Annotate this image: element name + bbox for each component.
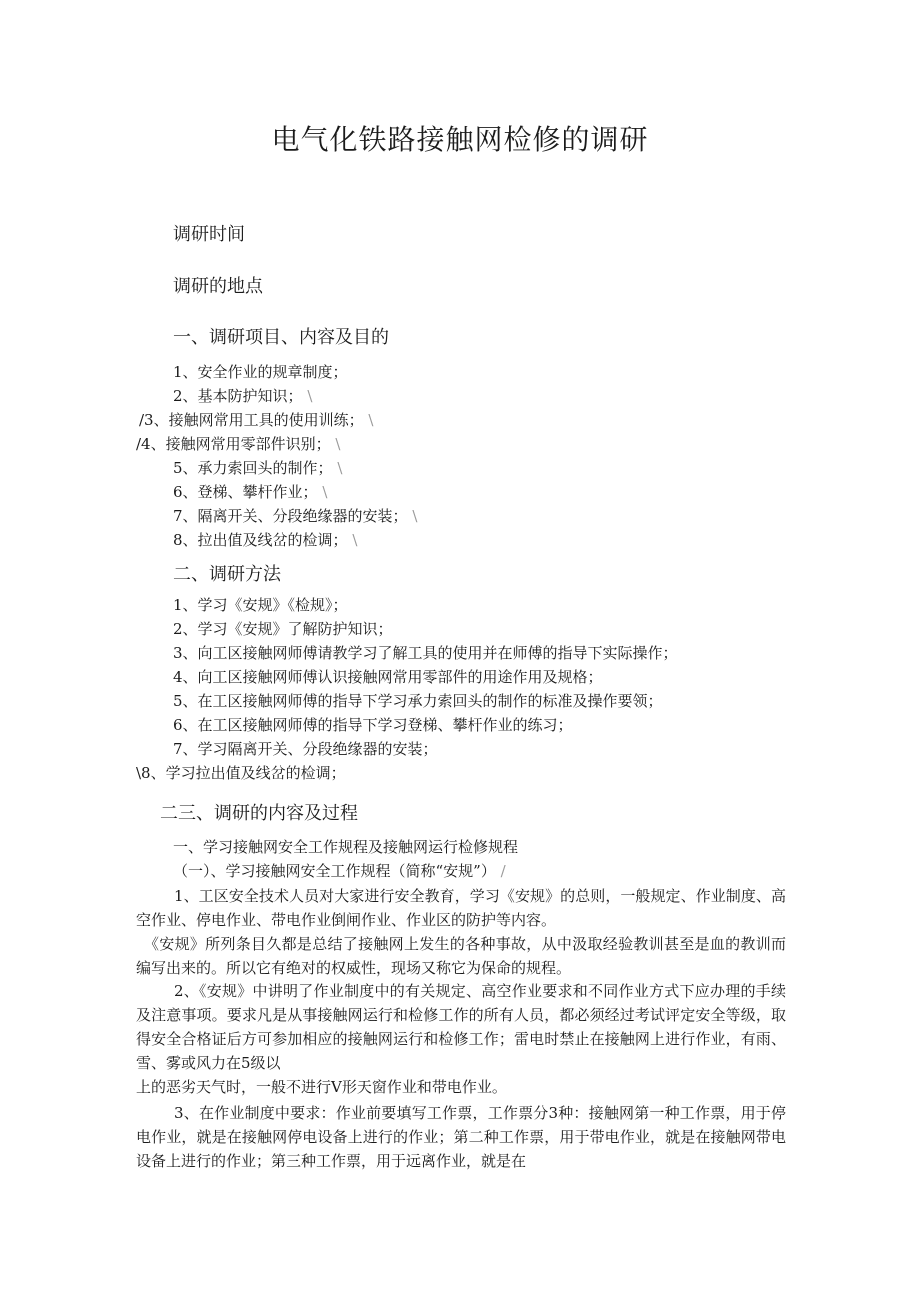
- section-2-item: 3、向工区接触网师傅请教学习了解工具的使用并在师傅的指导下实际操作；: [173, 644, 678, 662]
- section-2-item: 7、学习隔离开关、分段绝缘器的安装；: [173, 740, 438, 758]
- survey-time-label: 调研时间: [173, 224, 245, 245]
- subsection-heading: （一）、学习接触网安全工作规程（简称“安规”） /: [173, 862, 506, 880]
- stray-mark: \: [335, 435, 341, 453]
- section-1-item: /4、接触网常用零部件识别； \: [136, 435, 341, 453]
- section-2-item: 6、在工区接触网师傅的指导下学习登梯、攀杆作业的练习；: [173, 716, 573, 734]
- stray-mark: \: [352, 531, 358, 549]
- paragraph: 3、在作业制度中要求：作业前要填写工作票，工作票分3种：接触网第一种工作票，用于停电作业，就是在接触网停电设备上进行的作业；第二种工作票，用于带电作业，就是在接触网带电设备上进行的作业；第三种工作票，用于远离作业，就是在: [136, 1104, 786, 1170]
- section-2-item: 1、学习《安规》《检规》；: [173, 596, 348, 614]
- section-1-item: 2、基本防护知识； \: [173, 387, 313, 405]
- paragraph: 1、工区安全技术人员对大家进行安全教育，学习《安规》的总则，一般规定、作业制度、高空作业、停电作业、带电作业倒闸作业、作业区的防护等内容。: [136, 887, 786, 929]
- document-title: 电气化铁路接触网检修的调研: [271, 123, 649, 156]
- section-1-item: /3、接触网常用工具的使用训练； \: [139, 411, 374, 429]
- subsection-heading: 一、学习接触网安全工作规程及接触网运行检修规程: [173, 838, 519, 856]
- stray-mark: \: [368, 411, 374, 429]
- section-1-heading: 一、调研项目、内容及目的: [173, 327, 389, 348]
- section-2-item: 5、在工区接触网师傅的指导下学习承力索回头的制作的标准及操作要领；: [173, 692, 663, 710]
- section-1-item: 7、隔离开关、分段绝缘器的安装； \: [173, 507, 418, 525]
- section-3-heading: 二三、调研的内容及过程: [160, 803, 358, 824]
- section-2-item: 4、向工区接触网师傅认识接触网常用零部件的用途作用及规格；: [173, 668, 603, 686]
- stray-mark: \: [307, 387, 313, 405]
- stray-mark: \: [322, 483, 328, 501]
- paragraph: 2、《安规》中讲明了作业制度中的有关规定、高空作业要求和不同作业方式下应办理的手续及注意事项。要求凡是从事接触网运行和检修工作的所有人员，都必须经过考试评定安全等级，取得安全合格证后方可参加相应的接触网运行和检修工作；雷电时禁止在接触网上进行作业，有雨、雪、雾或风力在5级以: [136, 982, 786, 1072]
- stray-mark: \: [337, 459, 343, 477]
- section-1-item: 1、安全作业的规章制度；: [173, 363, 348, 381]
- paragraph: 上的恶劣天气时，一般不进行V形天窗作业和带电作业。: [136, 1078, 507, 1096]
- section-2-item: 2、学习《安规》了解防护知识；: [173, 620, 393, 638]
- section-2-heading: 二、调研方法: [173, 564, 281, 585]
- stray-mark: \: [412, 507, 418, 525]
- paragraph: 《安规》所列条目久都是总结了接触网上发生的各种事故，从中汲取经验教训甚至是血的教训而编写出来的。所以它有绝对的权威性，现场又称它为保命的规程。: [136, 935, 786, 977]
- survey-place-label: 调研的地点: [173, 276, 263, 297]
- stray-mark: /: [500, 862, 506, 880]
- section-1-item: 6、登梯、攀杆作业； \: [173, 483, 328, 501]
- section-1-item: 8、拉出值及线岔的检调； \: [173, 531, 358, 549]
- section-2-item: \8、学习拉出值及线岔的检调；: [136, 764, 346, 782]
- section-1-item: 5、承力索回头的制作； \: [173, 459, 343, 477]
